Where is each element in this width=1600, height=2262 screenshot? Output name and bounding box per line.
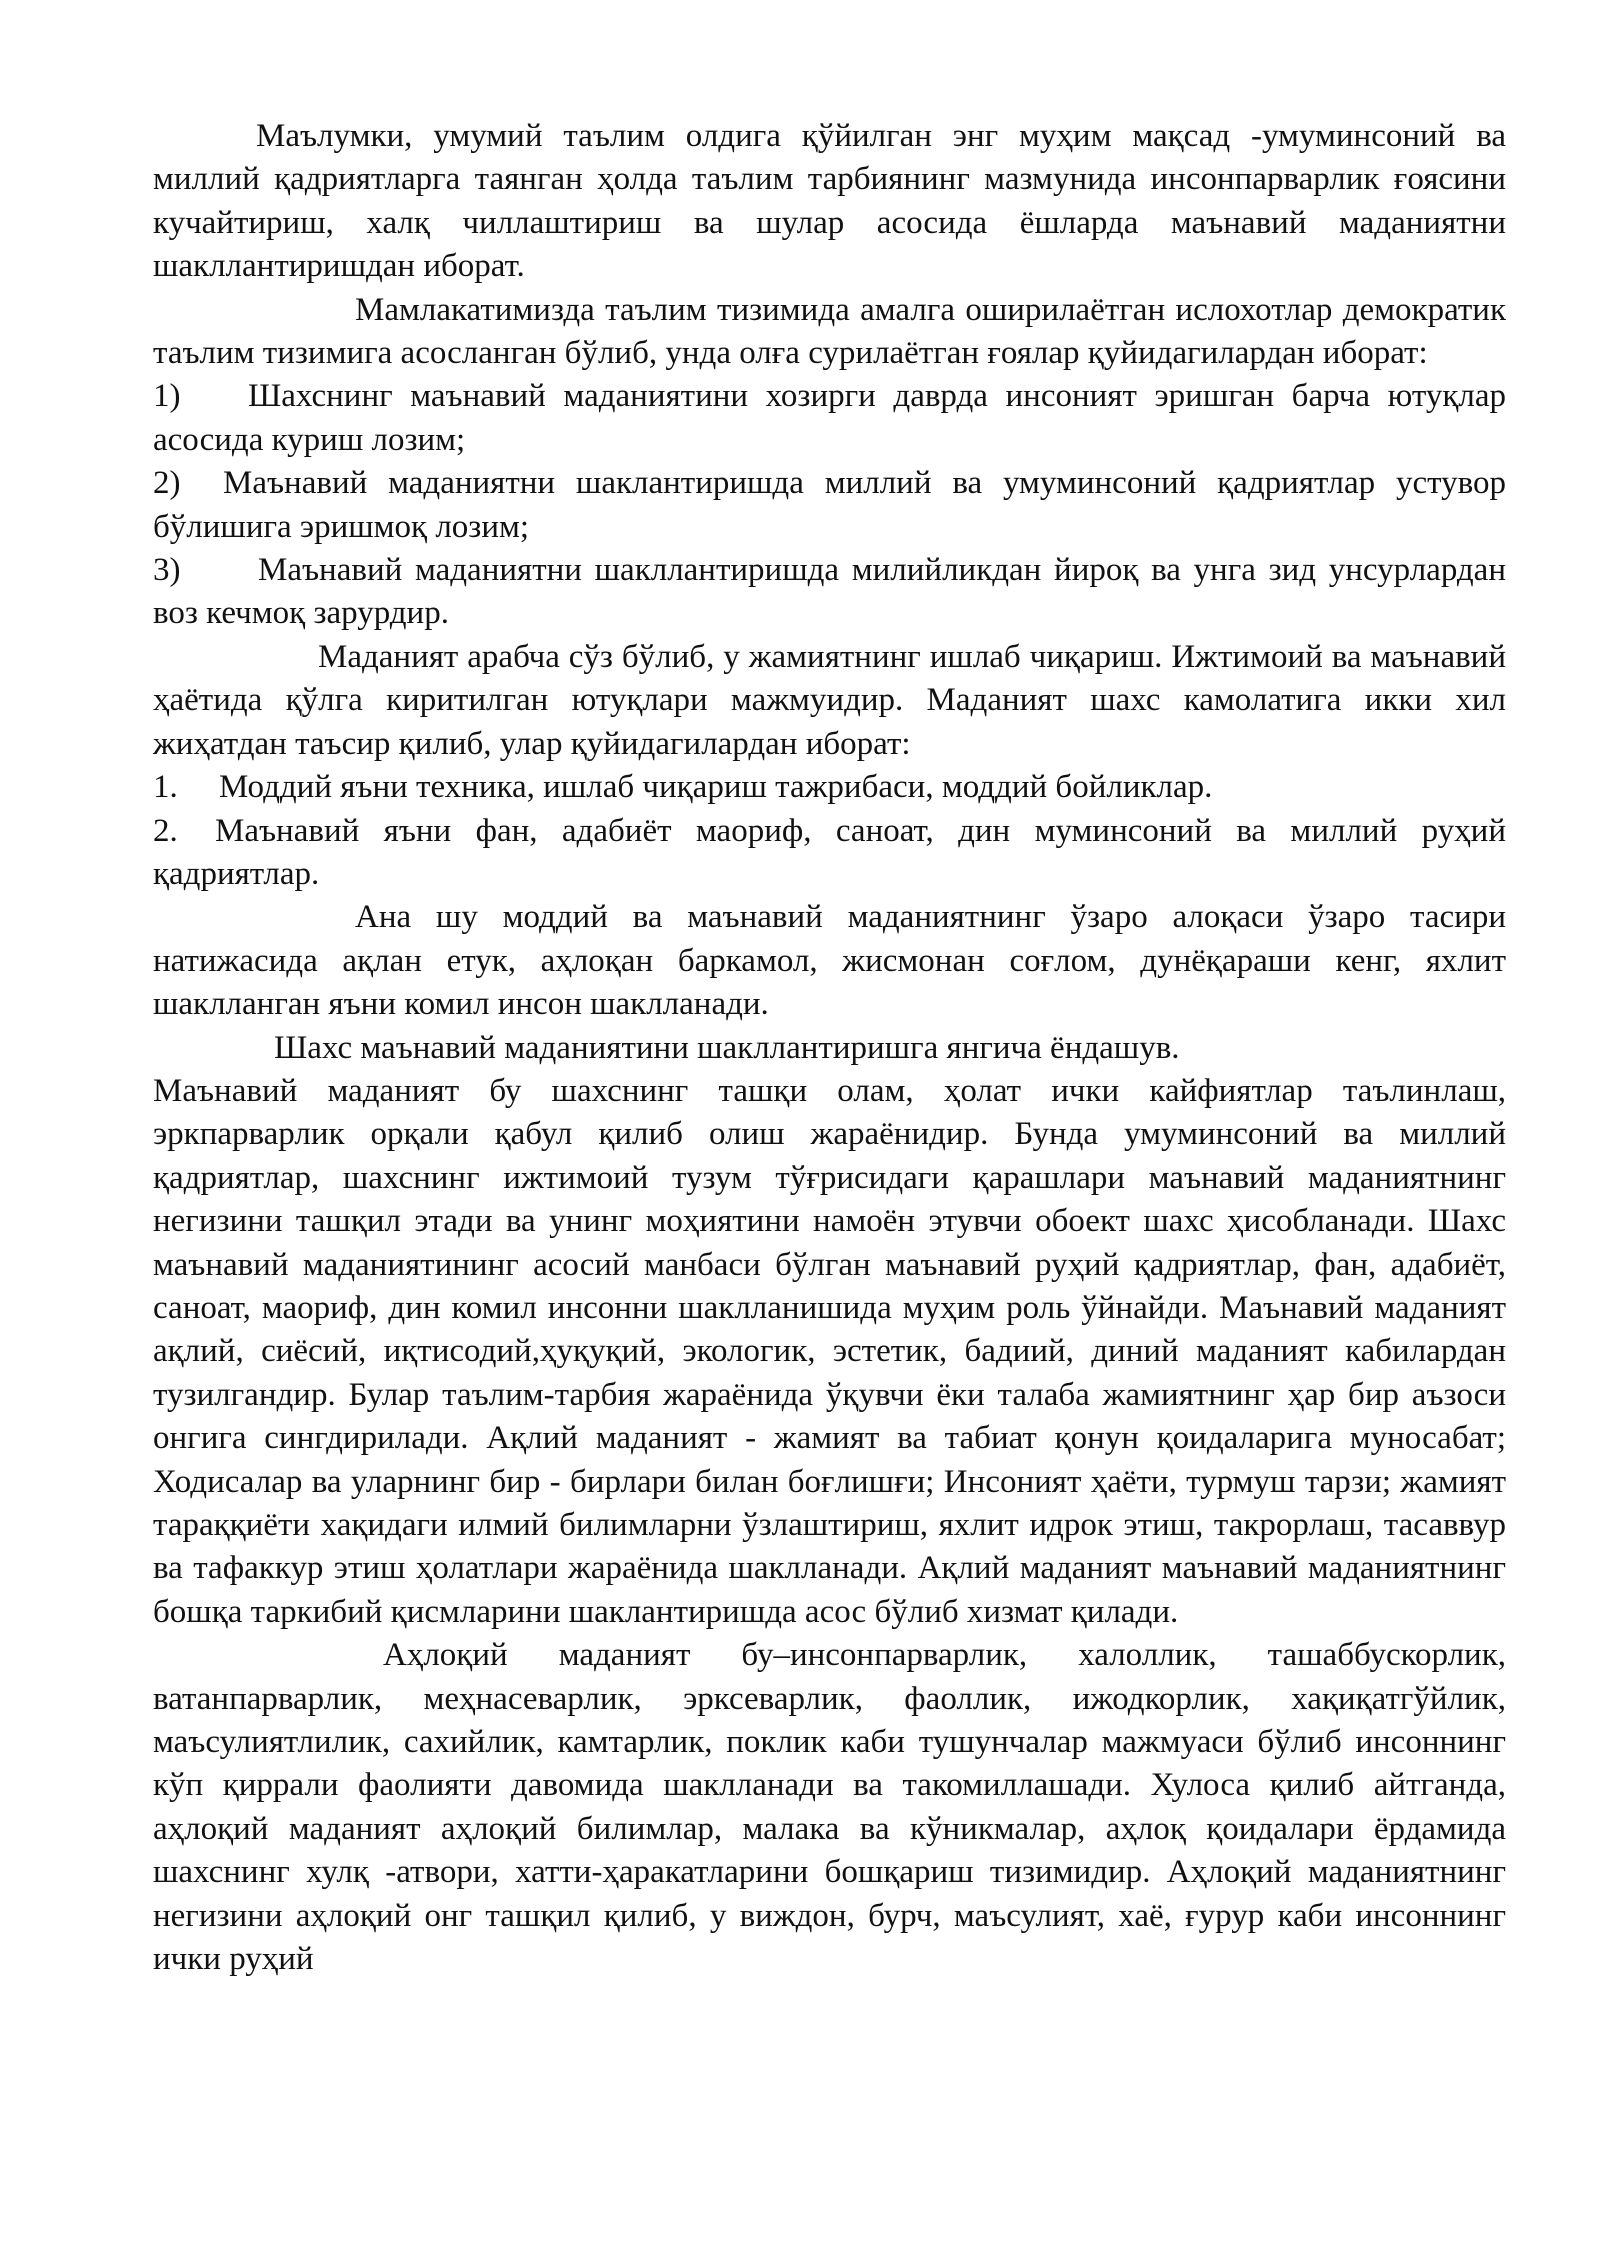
list-item — [153, 375, 1506, 462]
list-number: 2) — [153, 465, 181, 502]
list-number: 1. — [153, 769, 178, 806]
paragraph-moral-culture: Аҳлоқий маданият бу–инсонпарварлик, халоллик, ташаббускорлик, ватанпарварлик, меҳнасеварлик, эрксеварлик, фаоллик, ижодкорлик, хақиқатгўйлик, маъсулиятлилик, сахийлик, камтарлик, поклик каби тушунчалар мажмуаси бўлиб инсоннинг кўп қиррали фаолияти давомида шаклланади ва такомиллашади. Хулоса қилиб айтганда, аҳлоқий маданият аҳлоқий билимлар, малака ва кўникмалар, аҳлоқ қоидалари ёрдамида шахснинг хулқ -атвори, хатти-ҳаракатларини бошқариш тизимидир. Аҳлоқий маданиятнинг негизини аҳлоқий онг ташқил қилиб, у виждон, бурч, маъсулият, хаё, ғурур каби инсоннинг ички руҳий — [153, 1637, 1506, 1978]
document-body — [153, 115, 1506, 1981]
list-item — [153, 810, 1506, 897]
list-item — [153, 766, 1506, 809]
list-item — [153, 462, 1506, 549]
paragraph-reforms: Мамлакатимизда таълим тизимида амалга оширилаётган ислохотлар демократик таълим тизимига асосланган бўлиб, унда олға сурилаётган ғоялар қуйидагилардан иборат: — [153, 291, 1506, 372]
list-item-text: Маънавий яъни фан, адабиёт маориф, саноат, дин муминсоний ва миллий руҳий қадриятлар. — [153, 812, 1506, 892]
paragraph-material-spiritual: Ана шу моддий ва маънавий маданиятнинг ўзаро алоқаси ўзаро тасири натижасида ақлан етук, аҳлоқан баркамол, жисмонан соғлом, дунёқараши кенг, яхлит шаклланган яъни комил инсон шаклланади. — [153, 899, 1506, 1023]
section-heading: Шахс маънавий маданиятини шакллантиришга янгича ёндашув. — [274, 1029, 1180, 1066]
list-number: 3) — [153, 552, 181, 589]
list-item-text: Моддий яъни техника, ишлаб чиқариш тажрибаси, моддий бойликлар. — [219, 769, 1213, 806]
paragraph-culture: Маданият арабча сўз бўлиб, у жамиятнинг ишлаб чиқариш. Ижтимоий ва маънавий ҳаётида қўлга киритилган ютуқлари мажмуидир. Маданият шахс камолатига икки хил жиҳатдан таъсир қилиб, улар қуйидагилардан иборат: — [153, 638, 1506, 762]
list-number: 1) — [153, 378, 181, 415]
list-item-text: Шахснинг маънавий маданиятини хозирги даврда инсоният эришган барча ютуқлар асосида куриш лозим; — [153, 378, 1506, 458]
paragraph-spiritual-culture: Маънавий маданият бу шахснинг ташқи олам, ҳолат ички кайфиятлар таълинлаш, эркпарварлик орқали қабул қилиб олиш жараёнидир. Бунда умуминсоний ва миллий қадриятлар, шахснинг ижтимоий тузум тўғрисидаги қарашлари маънавий маданиятнинг негизини ташқил этади ва унинг моҳиятини намоён этувчи обоект шахс ҳисобланади. Шахс маънавий маданиятининг асосий манбаси бўлган маънавий руҳий қадриятлар, фан, адабиёт, саноат, маориф, дин комил инсонни шаклланишида муҳим роль ўйнайди. Маънавий маданият ақлий, сиёсий, иқтисодий,ҳуқуқий, экологик, эстетик, бадиий, диний маданият кабилардан тузилгандир. Булар таълим-тарбия жараёнида ўқувчи ёки талаба жамиятнинг ҳар бир аъзоси онгига сингдирилади. Ақлий маданият - жамият ва табиат қонун қоидаларига муносабат; Ходисалар ва уларнинг бир - бирлари билан боғлишғи; Инсоният ҳаёти, турмуш тарзи; жамият тараққиёти хақидаги илмий билимларни ўзлаштириш, яхлит идрок этиш, такрорлаш, тасаввур ва тафаккур этиш ҳолатлари жараёнида шаклланади. Ақлий маданият маънавий маданиятнинг бошқа таркибий қисмларини шаклантиришда асос бўлиб хизмат қилади. — [153, 1072, 1506, 1630]
list-item — [153, 549, 1506, 636]
list-item-text: Маънавий маданиятни шакллантиришда милийликдан йироқ ва унга зид унсурлардан воз кечмоқ зарурдир. — [153, 552, 1506, 632]
list-number: 2. — [153, 812, 178, 849]
paragraph-intro: Маълумки, умумий таълим олдига қўйилган энг муҳим мақсад -умуминсоний ва миллий қадриятларга таянган ҳолда таълим тарбиянинг мазмунида инсонпарварлик ғоясини кучайтириш, халқ чиллаштириш ва шулар асосида ёшларда маънавий маданиятни шакллантиришдан иборат. — [153, 118, 1506, 285]
list-item-text: Маънавий маданиятни шаклантиришда миллий ва умуминсоний қадриятлар устувор бўлишига эришмоқ лозим; — [153, 465, 1506, 545]
